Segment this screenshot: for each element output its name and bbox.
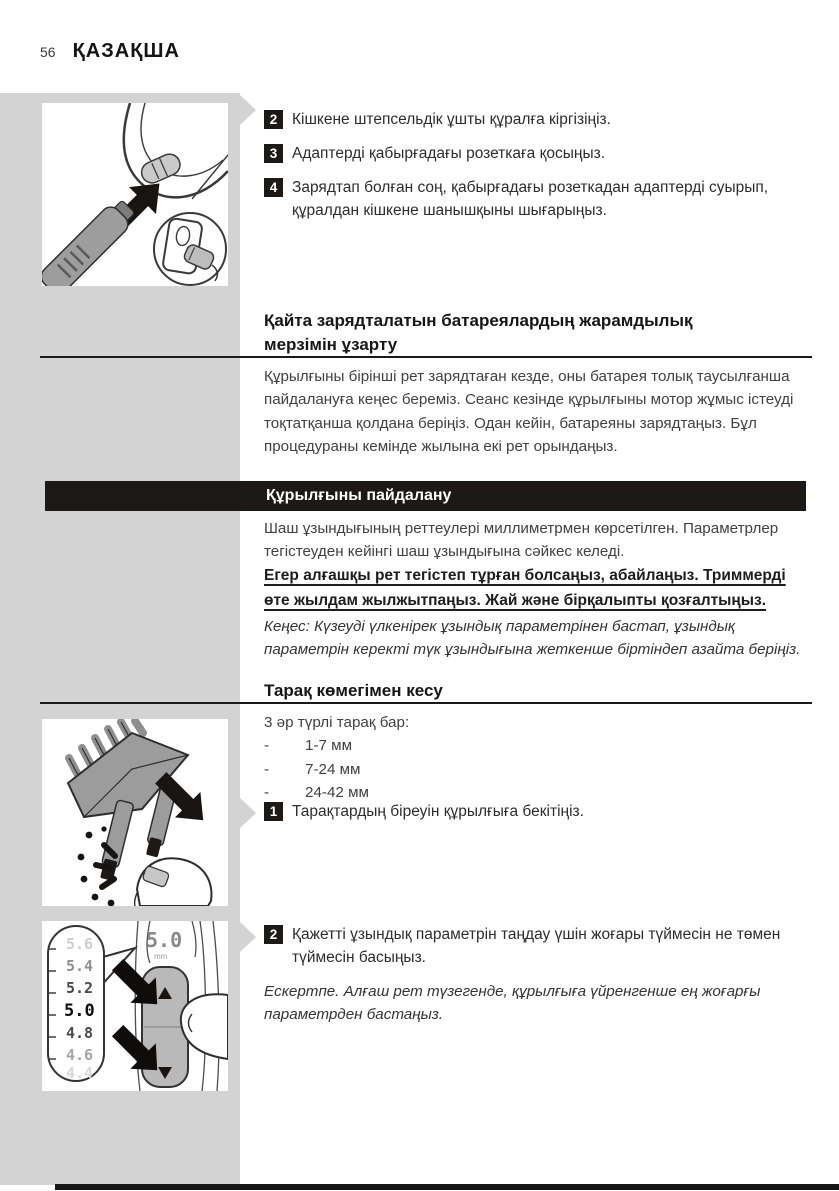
scale-value: 5.6 bbox=[66, 935, 94, 953]
list-item-text: 1-7 мм bbox=[305, 737, 353, 755]
appliance-socket bbox=[138, 151, 183, 186]
step-row bbox=[264, 176, 812, 222]
scale-value: 4.6 bbox=[66, 1046, 94, 1064]
usage-intro: Шаш ұзындығының реттеулері миллиметрмен көрсетілген. Параметрлер тегістеуден кейінгі шаш ұзындығына сәйкес келеді. bbox=[264, 520, 779, 561]
usage-warning: Егер алғашқы рет тегістеп тұрған болсаңыз, абайлаңыз. Триммерді өте жылдам жылжытпаңыз. Жай және бірқалыпты қозғалтыңыз. bbox=[264, 567, 786, 609]
step-number-badge: 2 bbox=[264, 925, 283, 944]
step-text: Тарақтардың біреуін құрылғыға бекітіңіз. bbox=[292, 803, 584, 820]
page-number: 56 bbox=[40, 44, 56, 60]
list-item-text: 7-24 мм bbox=[305, 760, 361, 778]
list-item-text: 24-42 мм bbox=[305, 784, 369, 801]
chapter-banner bbox=[45, 481, 806, 511]
page-language-title: ҚАЗАҚША bbox=[72, 40, 180, 62]
section-divider bbox=[40, 702, 812, 704]
callout-pointer-2 bbox=[240, 798, 256, 828]
list-item bbox=[264, 734, 812, 757]
comb-list-intro: 3 әр түрлі тарақ бар: bbox=[264, 714, 410, 731]
comb-step-1 bbox=[264, 800, 812, 834]
figure-comb-attachment bbox=[42, 719, 228, 906]
usage-tip: Кеңес: Күзеуді үлкенірек ұзындық параметрінен бастап, ұзындық параметрін керекті түк ұзындығына жеткенше біртіндеп азайта беріңіз. bbox=[264, 618, 801, 658]
comb-section-heading-block bbox=[264, 679, 812, 703]
section-heading: Тарақ көмегімен кесу bbox=[264, 681, 443, 700]
comb-list bbox=[264, 711, 812, 804]
scale-value: 5.4 bbox=[66, 957, 94, 975]
callout-pointer-1 bbox=[240, 95, 256, 125]
scale-value: 4.8 bbox=[66, 1024, 94, 1042]
length-display-unit: mm bbox=[154, 952, 168, 961]
step-text: Қажетті ұзындық параметрін таңдау үшін жоғары түймесін не төмен түймесін басыңыз. bbox=[292, 926, 781, 966]
step-number-badge: 3 bbox=[264, 144, 283, 163]
comb-note: Ескертпе. Алғаш рет түзегенде, құрылғыға үйренгенше ең жоғарғы параметрден бастаңыз. bbox=[264, 983, 761, 1023]
small-plug bbox=[42, 196, 139, 286]
footer-rule bbox=[55, 1184, 839, 1190]
callout-pointer-3 bbox=[240, 922, 256, 952]
list-dash: - bbox=[264, 784, 270, 801]
comb-step-2 bbox=[264, 923, 812, 980]
list-dash: - bbox=[264, 737, 270, 755]
chapter-banner-title: Құрылғыны пайдалану bbox=[266, 487, 452, 504]
step-row bbox=[264, 108, 812, 131]
scale-value: 4.4 bbox=[66, 1064, 94, 1082]
scale-bubble bbox=[48, 926, 135, 1082]
comb-attachment-illustration bbox=[42, 719, 228, 906]
scale-value: 5.2 bbox=[66, 979, 94, 997]
step-number-badge: 2 bbox=[264, 110, 283, 129]
figure-plug-insertion bbox=[42, 103, 228, 286]
section-heading: Қайта зарядталатын батареялардың жарамдылық мерзімін ұзарту bbox=[264, 311, 693, 354]
step-text: Кішкене штепсельдік ұшты құралға кіргізіңіз. bbox=[292, 111, 611, 128]
battery-section-heading-block bbox=[264, 309, 734, 356]
battery-section-body: Құрылғыны бірінші рет зарядтаған кезде, оны батарея толық таусылғанша пайдалануға кеңес береміз. Сеанс кезінде құрылғыны мотор жұмыс істеуді тоқтатқанша қолдана беріңіз. Одан кейін, батареяны зарядтаңыз. Бұл процедураны кемінде жылына екі рет орындаңыз. bbox=[264, 368, 794, 456]
step-number-badge: 1 bbox=[264, 802, 283, 821]
trimmer-head bbox=[135, 858, 212, 906]
length-settings-illustration bbox=[42, 921, 228, 1091]
charging-steps bbox=[264, 108, 812, 233]
list-item bbox=[264, 758, 812, 781]
wall-socket-inset bbox=[154, 213, 226, 285]
step-row bbox=[264, 800, 812, 823]
section-divider bbox=[40, 356, 812, 358]
list-dash: - bbox=[264, 760, 270, 778]
plug-insertion-illustration bbox=[42, 103, 228, 286]
step-row bbox=[264, 923, 812, 969]
length-display-value: 5.0 bbox=[146, 928, 183, 952]
scale-value-selected: 5.0 bbox=[64, 1001, 95, 1021]
step-text: Адаптерді қабырғадағы розеткаға қосыңыз. bbox=[292, 145, 606, 162]
page-header bbox=[40, 40, 180, 63]
step-number-badge: 4 bbox=[264, 178, 283, 197]
figure-length-settings bbox=[42, 921, 228, 1091]
step-text: Зарядтап болған соң, қабырғадағы розеткадан адаптерді суырып, құралдан кішкене шанышқыны шығарыңыз. bbox=[292, 179, 769, 219]
step-row bbox=[264, 142, 812, 165]
